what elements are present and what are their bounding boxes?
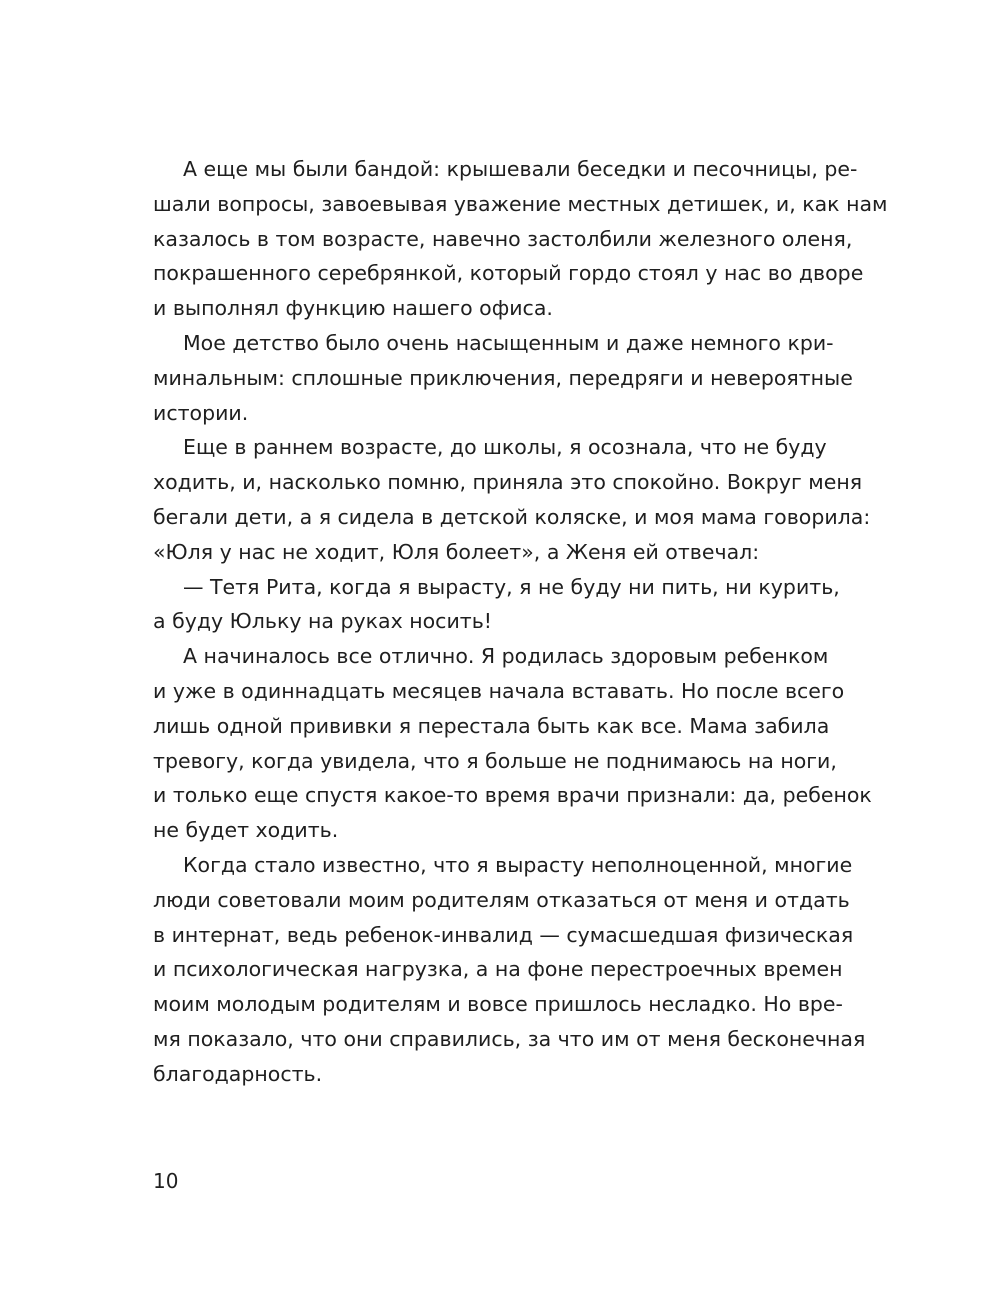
- text-line: бегали дети, а я сидела в детской коляске, и моя мама говорила:: [153, 504, 871, 529]
- text-line: лишь одной прививки я перестала быть как все. Мама забила: [153, 713, 830, 738]
- page-number: 10: [153, 1169, 179, 1193]
- text-line: «Юля у нас не ходит, Юля болеет», а Женя ей отвечал:: [153, 539, 760, 564]
- text-line: тревогу, когда увидела, что я больше не поднимаюсь на ноги,: [153, 748, 837, 773]
- text-line: минальным: сплошные приключения, передряги и невероятные: [153, 365, 853, 390]
- text-line: А начиналось все отлично. Я родилась здоровым ребенком: [183, 644, 829, 669]
- text-line: Еще в раннем возрасте, до школы, я осознала, что не буду: [183, 435, 827, 460]
- text-line: и выполнял функцию нашего офиса.: [153, 296, 553, 321]
- text-line: А еще мы были бандой: крышевали беседки и песочницы, ре-: [183, 157, 858, 181]
- text-line: — Тетя Рита, когда я вырасту, я не буду ни пить, ни курить,: [183, 574, 840, 599]
- text-line: Когда стало известно, что я вырасту неполноценной, многие: [183, 852, 853, 877]
- text-line: не будет ходить.: [153, 818, 339, 843]
- text-line: казалось в том возрасте, навечно застолбили железного оленя,: [153, 226, 853, 251]
- text-line: и психологическая нагрузка, а на фоне перестроечных времен: [153, 957, 843, 982]
- text-line: а буду Юльку на руках носить!: [153, 609, 493, 634]
- text-line: люди советовали моим родителям отказаться от меня и отдать: [153, 887, 850, 912]
- body-text: [153, 152, 893, 1092]
- text-line: моим молодым родителям и вовсе пришлось несладко. Но вре-: [153, 992, 843, 1017]
- text-line: в интернат, ведь ребенок-инвалид — сумасшедшая физическая: [153, 922, 854, 947]
- text-line: ходить, и, насколько помню, приняла это спокойно. Вокруг меня: [153, 470, 863, 495]
- text-line: Мое детство было очень насыщенным и даже немного кри-: [183, 330, 834, 355]
- text-line: шали вопросы, завоевывая уважение местных детишек, и, как нам: [153, 191, 888, 216]
- text-line: истории.: [153, 400, 249, 425]
- text-line: мя показало, что они справились, за что им от меня бесконечная: [153, 1026, 866, 1051]
- text-line: благодарность.: [153, 1061, 323, 1086]
- text-line: и только еще спустя какое-то время врачи признали: да, ребенок: [153, 783, 872, 808]
- text-line: и уже в одиннадцать месяцев начала вставать. Но после всего: [153, 678, 845, 703]
- text-line: покрашенного серебрянкой, который гордо стоял у нас во дворе: [153, 261, 864, 286]
